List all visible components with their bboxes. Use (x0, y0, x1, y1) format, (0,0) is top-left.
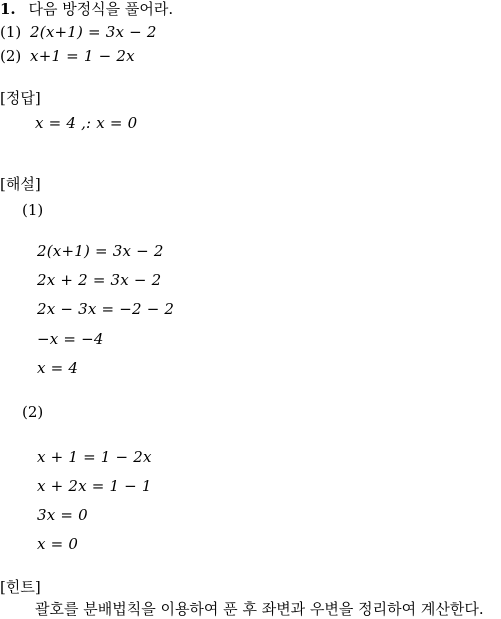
problem-item-label: (2) (0, 47, 22, 65)
solution-step: −x = −4 (37, 330, 104, 348)
solution-step: 3x = 0 (37, 506, 88, 524)
problem-item-2 (0, 47, 135, 65)
problem-number: 1. (0, 0, 16, 18)
solution-part-label-1: (1) (22, 201, 44, 219)
solution-part-label-2: (2) (22, 403, 44, 421)
answer-text: x = 4 ,: x = 0 (35, 114, 138, 132)
problem-instruction: 다음 방정식을 풀어라. (28, 0, 174, 18)
answer-heading: [정답] (0, 89, 41, 107)
problem-header (0, 0, 173, 18)
problem-item-equation: x+1 = 1 − 2x (30, 47, 135, 65)
problem-item-1 (0, 23, 157, 41)
solution-step: x + 2x = 1 − 1 (37, 477, 152, 495)
solution-step: x = 4 (37, 359, 79, 377)
solution-heading: [해설] (0, 175, 41, 193)
problem-item-equation: 2(x+1) = 3x − 2 (30, 23, 157, 41)
solution-step: 2x − 3x = −2 − 2 (37, 300, 175, 318)
hint-heading: [힌트] (0, 578, 41, 596)
hint-text: 괄호를 분배법칙을 이용하여 푼 후 좌변과 우변을 정리하여 계산한다. (35, 600, 484, 618)
solution-step: x + 1 = 1 − 2x (37, 448, 152, 466)
solution-step: 2x + 2 = 3x − 2 (37, 271, 162, 289)
solution-step: x = 0 (37, 535, 79, 553)
problem-item-label: (1) (0, 23, 22, 41)
solution-step: 2(x+1) = 3x − 2 (37, 242, 164, 260)
